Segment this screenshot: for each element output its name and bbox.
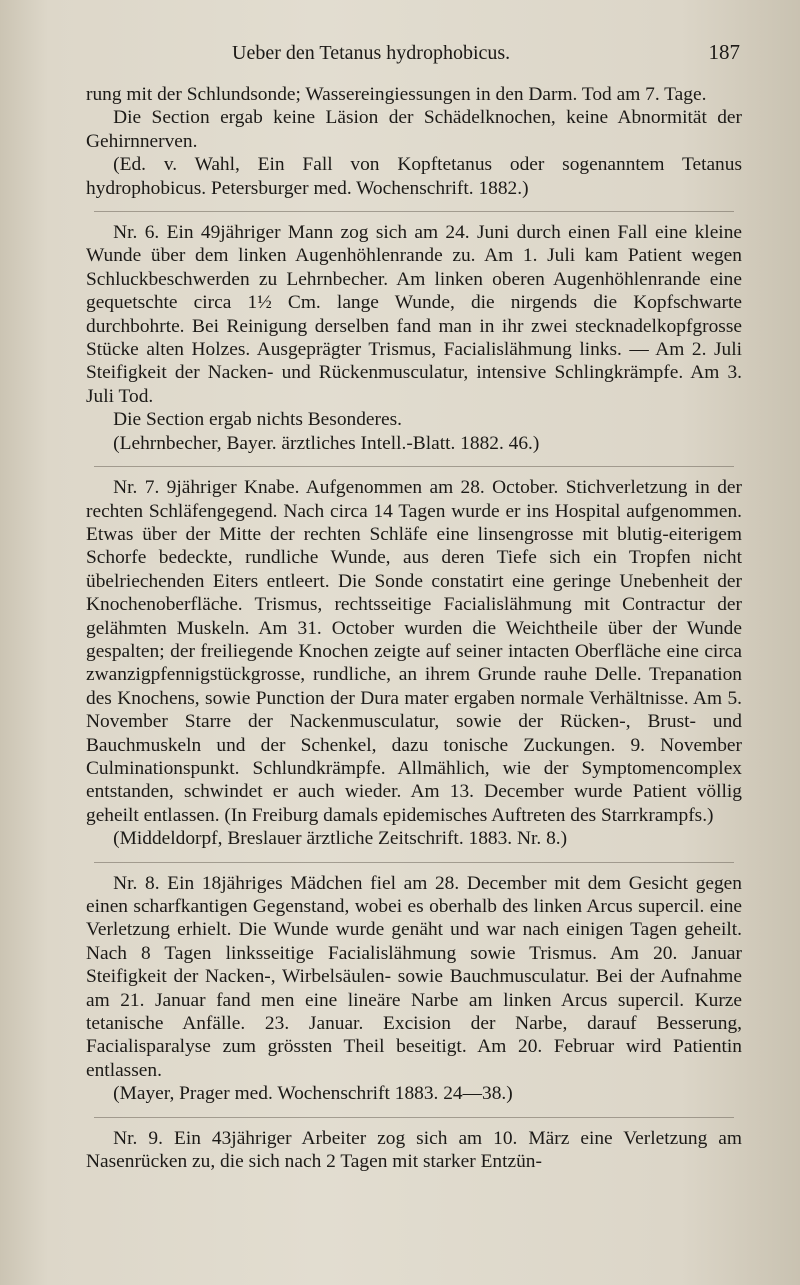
running-title: Ueber den Tetanus hydrophobicus. — [232, 42, 511, 64]
citation-middeldorpf: (Middeldorpf, Breslauer ärztliche Zeitschrift. 1883. Nr. 8.) — [113, 828, 568, 850]
case-6-text: Nr. 6. Ein 49jähriger Mann zog sich am 24. Juni durch einen Fall eine kleine Wunde über dem linken Augenhöhlenrande zu. Am 1. Juli kam Patient wegen Schluckbeschwerden zu Lehrnbecher. Am linken oberen Augenhöhlenrande eine gequetschte circa 1½ Cm. lange Wunde, die nirgends die Kopfschwarte durchbohrte. Bei Reinigung derselben fand man in ihr zwei stecknadelkopfgrosse Stücke alten Holzes. Ausgeprägter Trismus, Facialislähmung links. — Am 2. Juli Steifigkeit der Nacken- und Rückenmusculatur, intensive Schlingkrämpfe. Am 3. Juli Tod. — [86, 222, 742, 407]
page-body — [86, 83, 742, 1173]
case-divider — [94, 466, 734, 467]
case-divider — [94, 1117, 734, 1118]
case-7-text: Nr. 7. 9jähriger Knabe. Aufgenommen am 28. October. Stichverletzung in der rechten Schläfengegend. Nach circa 14 Tagen wurde er ins Hospital aufgenommen. Etwas über der Mitte der rechten Schläfe eine linsengrosse mit blutig-eiterigem Schorfe bedeckte, rundliche Wunde, aus deren Tiefe sich ein Tropfen nicht übelriechenden Eiters entleert. Die Sonde constatirt eine geringe Unebenheit der Knochenoberfläche. Trismus, rechtsseitige Facialislähmung mit Contractur der gelähmten Muskeln. Am 31. October wurden die Weichtheile über der Wunde gespalten; der freiliegende Knochen zeigte auf seiner intacten Oberfläche eine circa zwanzigpfennigstückgrosse, rundliche, an ihrem Grunde rauhe Delle. Trepanation des Knochens, sowie Punction der Dura mater ergaben normale Verhältnisse. Am 5. November Starre der Nackenmusculatur, sowie der Rücken-, Brust- und Bauchmuskeln und der Schenkel, dazu tonische Zuckungen. 9. November Culminationspunkt. Schlundkrämpfe. Allmählich, wie der Symptomencomplex entstanden, schwindet er auch wieder. Am 13. December wurde Patient völlig geheilt entlassen. (In Freiburg damals epidemisches Auftreten des Starrkrampfs.) — [86, 477, 742, 826]
case-9-text: Nr. 9. Ein 43jähriger Arbeiter zog sich am 10. März eine Verletzung am Nasenrücken zu, die sich nach 2 Tagen mit starker Entzün- — [86, 1127, 742, 1173]
citation-mayer: (Mayer, Prager med. Wochenschrift 1883. 24—38.) — [113, 1083, 513, 1105]
running-header — [232, 40, 740, 65]
case-6-section: Die Section ergab nichts Besonderes. — [113, 409, 402, 431]
paragraph-continuation: rung mit der Schlundsonde; Wassereingiessungen in den Darm. Tod am 7. Tage. — [86, 84, 707, 105]
citation-lehrnbecher: (Lehrnbecher, Bayer. ärztliches Intell.-Blatt. 1882. 46.) — [113, 432, 540, 454]
case-8-text: Nr. 8. Ein 18jähriges Mädchen fiel am 28. December mit dem Gesicht gegen einen scharfkantigen Gegenstand, wobei es oberhalb des linken Arcus supercil. eine Verletzung erhielt. Die Wunde wurde genäht und war nach einigen Tagen geheilt. Nach 8 Tagen linksseitige Facialislähmung sowie Trismus. Am 20. Januar Steifigkeit der Nacken-, Wirbelsäulen- sowie Bauchmusculatur. Bei der Aufnahme am 21. Januar fand men eine lineäre Narbe am linken Arcus supercil. Kurze tetanische Anfälle. 23. Januar. Excision der Narbe, darauf Besserung, Facialisparalyse zum grössten Theil beseitigt. Am 20. Februar wird Patientin entlassen. — [86, 872, 742, 1081]
case-divider — [94, 862, 734, 863]
citation-wahl: (Ed. v. Wahl, Ein Fall von Kopftetanus oder sogenanntem Tetanus hydrophobicus. Petersburger med. Wochenschrift. 1882.) — [86, 154, 742, 199]
page-number: 187 — [708, 40, 740, 64]
paragraph-section-finding: Die Section ergab keine Läsion der Schädelknochen, keine Abnormität der Gehirnnerven. — [86, 107, 742, 152]
case-divider — [94, 211, 734, 212]
